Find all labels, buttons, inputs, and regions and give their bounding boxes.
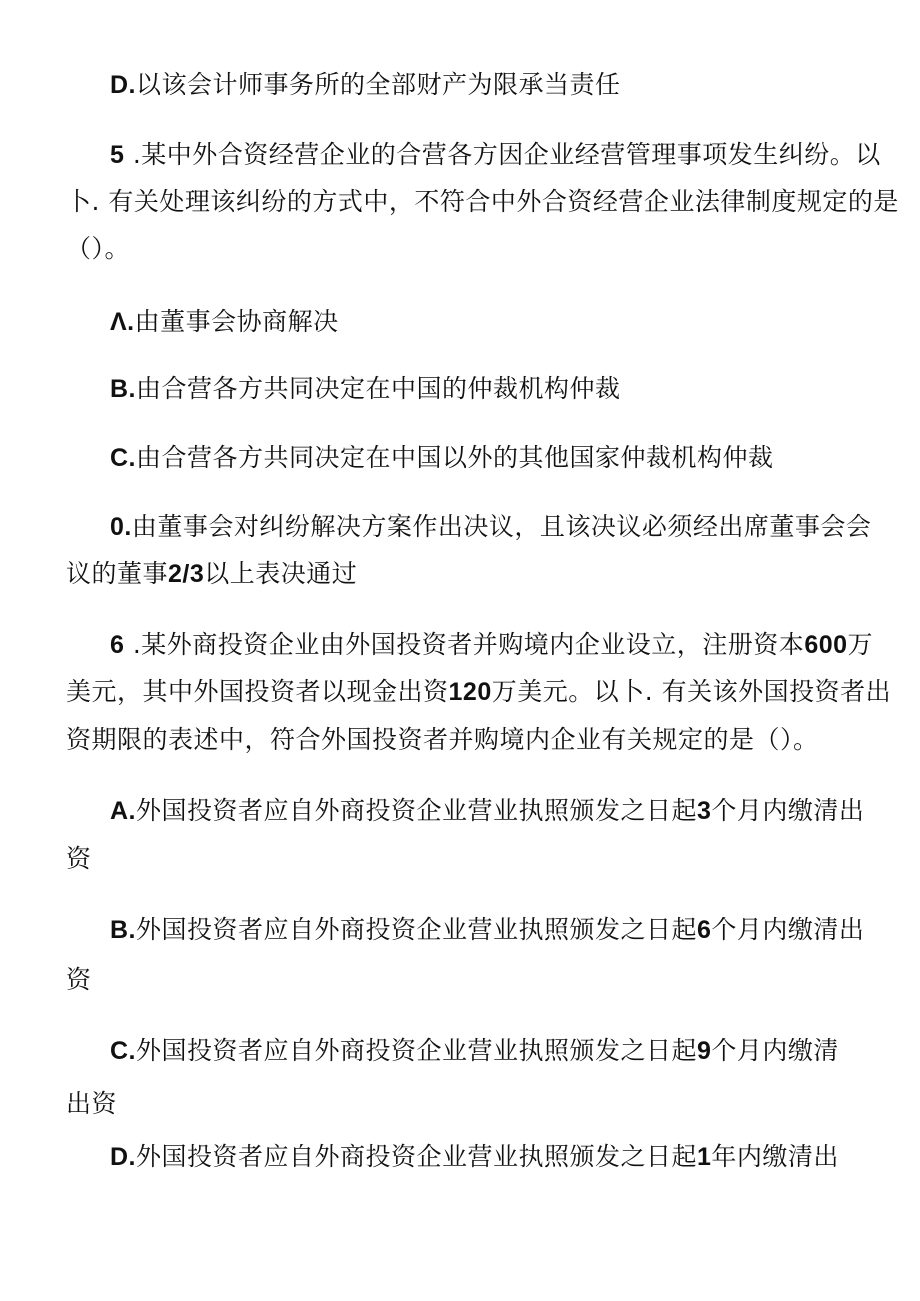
- question-number: 6: [110, 631, 125, 659]
- q5-option-a: [110, 305, 339, 339]
- q6-option-a-line-2: 资: [66, 844, 92, 873]
- q6-option-c-line-2: 出资: [66, 1089, 118, 1118]
- option-label: A.: [110, 797, 136, 825]
- q6-option-b-line-2: 资: [66, 965, 92, 994]
- option-label: Λ.: [110, 308, 135, 336]
- option-text: 由合营各方共同决定在中国以外的其他国家仲裁机构仲裁: [136, 443, 774, 472]
- q6-option-c-line-1: C.外国投资者应自外商投资企业营业执照颁发之日起9个月内缴清: [110, 1036, 839, 1065]
- option-label: B.: [110, 916, 136, 944]
- q6-stem-line-3: 资期限的表述中，符合外国投资者并购境内企业有关规定的是（）。: [66, 725, 819, 754]
- q6-stem-line-1: 6 .某外商投资企业由外国投资者并购境内企业设立，注册资本600万: [110, 630, 874, 659]
- option-text: 由董事会协商解决: [134, 307, 339, 336]
- q6-stem-line-2: 美元，其中外国投资者以现金出资120万美元。以卜. 有关该外国投资者出: [66, 677, 892, 706]
- q5-option-c: [110, 441, 774, 475]
- q5-option-b: [110, 372, 621, 406]
- option-text: 以该会计师事务所的全部财产为限承当责任: [136, 70, 621, 99]
- option-label: D.: [110, 71, 136, 99]
- q5-option-d-line-1: [110, 510, 871, 544]
- q5-stem-line-3: （）。: [66, 234, 131, 263]
- q5-stem-line-2: 卜. 有关处理该纠纷的方式中，不符合中外合资经营企业法律制度规定的是: [66, 187, 899, 216]
- option-label: C.: [110, 1037, 136, 1065]
- q5-option-d-line-2: 议的董事2/3以上表决通过: [66, 559, 358, 588]
- option-text: 由合营各方共同决定在中国的仲裁机构仲裁: [136, 374, 621, 403]
- option-label: D.: [110, 1143, 136, 1171]
- option-label: B.: [110, 375, 136, 403]
- q6-option-a-line-1: A.外国投资者应自外商投资企业营业执照颁发之日起3个月内缴清出: [110, 796, 865, 825]
- question-number: 5: [110, 141, 125, 169]
- q5-stem-line-1: 5 .某中外合资经营企业的合营各方因企业经营管理事项发生纠纷。以: [110, 140, 881, 169]
- q6-option-b-line-1: B.外国投资者应自外商投资企业营业执照颁发之日起6个月内缴清出: [110, 915, 865, 944]
- option-text: 由董事会对纠纷解决方案作出决议，且该决议必须经出席董事会会: [131, 512, 872, 541]
- q4-option-d: [110, 68, 621, 102]
- option-label: 0.: [110, 513, 132, 541]
- option-label: C.: [110, 444, 136, 472]
- q6-option-d-line-1: D.外国投资者应自外商投资企业营业执照颁发之日起1年内缴清出: [110, 1142, 839, 1171]
